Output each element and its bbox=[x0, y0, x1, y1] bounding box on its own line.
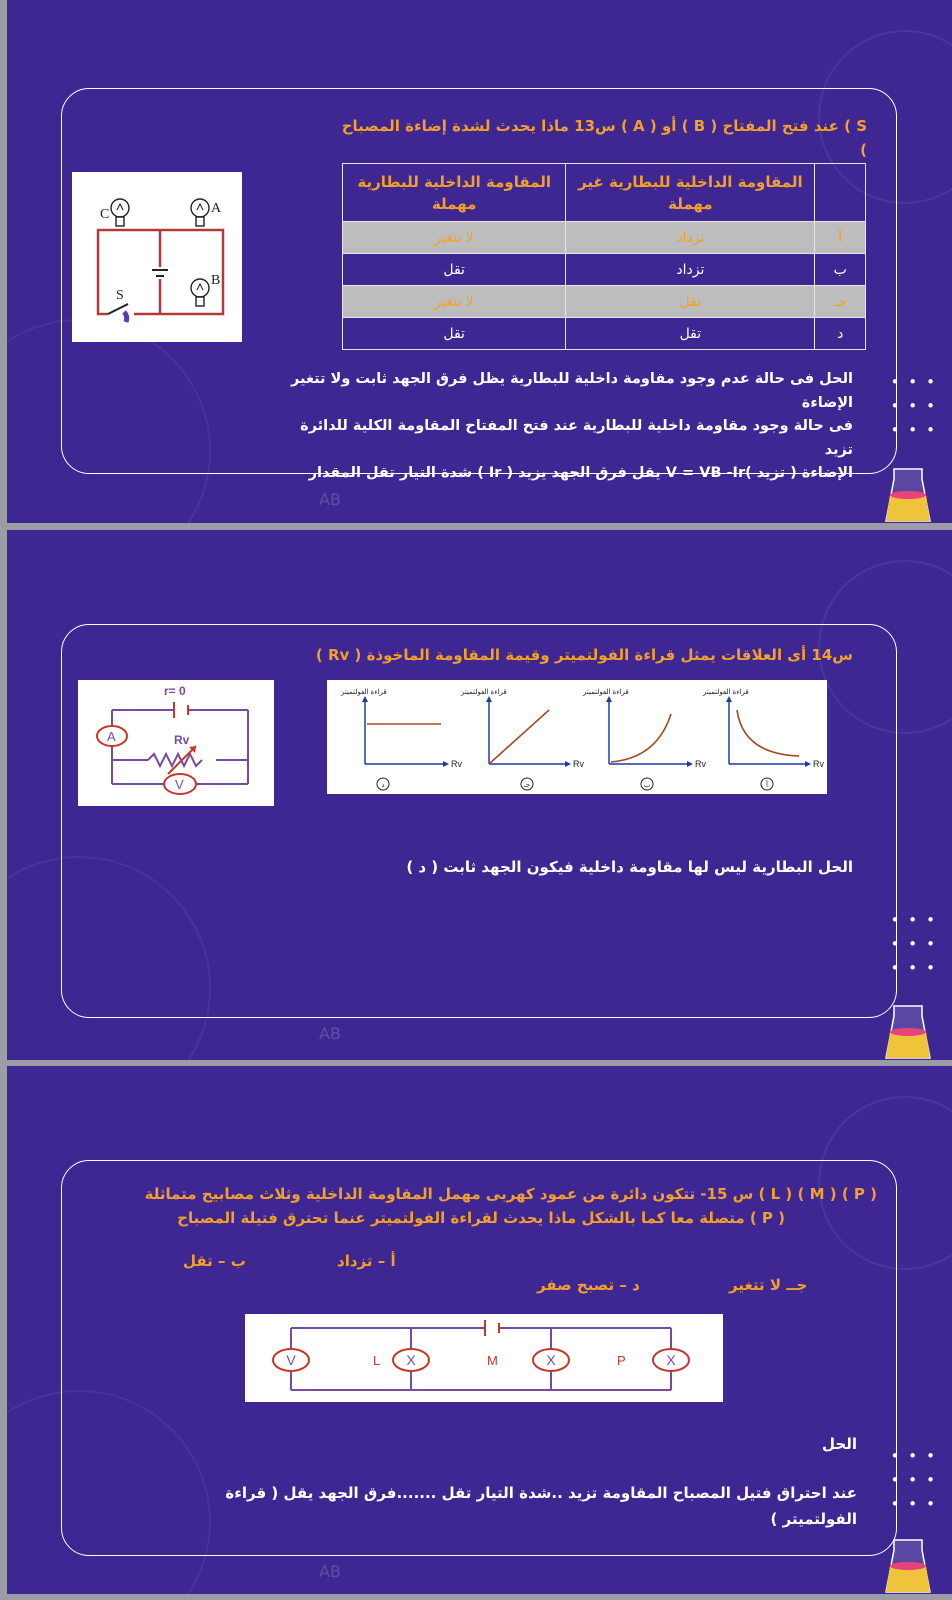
voltmeter-label: V bbox=[286, 1352, 296, 1368]
solution-title: الحل bbox=[822, 1435, 857, 1453]
question-text bbox=[307, 114, 867, 162]
table-header bbox=[343, 164, 866, 222]
table-cell: تقل bbox=[343, 318, 566, 350]
lamp-a-label: A bbox=[211, 201, 222, 216]
graph-ylabel: قراءة الفولتميتر bbox=[583, 689, 629, 696]
table-cell: أ bbox=[815, 222, 866, 254]
table-cell: تقل bbox=[566, 286, 815, 318]
lamp-m-symbol: X bbox=[546, 1352, 556, 1368]
graph-ylabel: قراءة الفولتميتر bbox=[341, 689, 387, 696]
graphs-panel bbox=[327, 680, 827, 794]
graph-b bbox=[582, 688, 706, 790]
solution-line: تزيد bbox=[824, 441, 853, 458]
internal-resistance-label: r= 0 bbox=[164, 684, 186, 698]
solution-line: عند احتراق فتيل المصباح المقاومة تزيد ..شدة التيار تقل .......فرق الجهد يقل ( قراءة bbox=[225, 1484, 857, 1502]
lamp-p-label: P bbox=[617, 1353, 626, 1368]
slide-3 bbox=[7, 1066, 952, 1594]
graph-d bbox=[340, 688, 462, 790]
table-cell: لا تتغير bbox=[343, 286, 566, 318]
option-c: جــ لا تتغير bbox=[729, 1276, 808, 1294]
solution-text: الحل البطارية ليس لها مقاومة داخلية فيكون الجهد ثابت ( د ) bbox=[406, 858, 853, 876]
graph-xlabel: Rv bbox=[451, 759, 462, 769]
table-cell: جـ bbox=[815, 286, 866, 318]
graph-tag: ب bbox=[643, 782, 651, 789]
dots-decoration: ••• ••• ••• bbox=[890, 1447, 944, 1513]
question-line: ( P ) ( M ) ( L ) س 15- تتكون دائرة من عمود كهربى مهمل المقاومة الداخلية وثلاث مصابيح متماثلة bbox=[144, 1185, 877, 1203]
slide-2 bbox=[7, 530, 952, 1060]
watermark: AB bbox=[319, 1024, 341, 1043]
graph-ylabel: قراءة الفولتميتر bbox=[703, 689, 749, 696]
solution-line: الإضاءة ( تزيد )V = VB -Ir يقل فرق الجهد يزيد ( Ir ) شدة التيار تقل المقدار bbox=[308, 465, 853, 481]
option-d: د – تصبح صفر bbox=[537, 1276, 640, 1294]
solution-line: الحل فى حالة عدم وجود مقاومة داخلية للبطارية يظل فرق الجهد ثابت ولا تتغير bbox=[291, 371, 853, 387]
dots-decoration: ••• ••• ••• bbox=[890, 373, 944, 439]
solution-text bbox=[157, 1480, 857, 1532]
table-header-cell: المقاومة الداخلية للبطارية مهملة bbox=[343, 164, 566, 222]
graph-tag: أ bbox=[766, 782, 768, 789]
lamp-p-symbol: X bbox=[666, 1352, 676, 1368]
table-cell: تقل bbox=[566, 318, 815, 350]
graph-tag: جـ bbox=[523, 782, 531, 789]
graph-xlabel: Rv bbox=[573, 759, 584, 769]
question-text: س14 أى العلاقات يمثل قراءة الفولتميتر وقيمة المقاومة الماخوذة ( Rv ) bbox=[315, 646, 853, 664]
lamp-c-label: C bbox=[100, 207, 110, 222]
answer-table bbox=[342, 163, 866, 350]
table-cell: د bbox=[815, 318, 866, 350]
solution-line: الفولتميتر ) bbox=[770, 1510, 857, 1528]
table-cell: ب bbox=[815, 254, 866, 286]
rv-label: Rv bbox=[174, 733, 190, 747]
graph-tag: د bbox=[381, 782, 385, 789]
table-row bbox=[343, 222, 866, 254]
beaker-icon bbox=[884, 1002, 932, 1060]
circuit-diagram bbox=[245, 1314, 723, 1402]
solution-text bbox=[277, 368, 853, 486]
table-row bbox=[343, 286, 866, 318]
graph-ylabel: قراءة الفولتميتر bbox=[461, 689, 507, 696]
lamp-b-label: B bbox=[211, 273, 221, 288]
question-line: ) bbox=[860, 141, 867, 159]
graph-a bbox=[702, 688, 824, 790]
option-a: أ – تزداد bbox=[337, 1252, 396, 1270]
solution-line: الإضاءة bbox=[801, 394, 853, 411]
dots-decoration: ••• ••• ••• bbox=[890, 911, 944, 977]
watermark: AB bbox=[319, 490, 341, 509]
option-b: ب – تقل bbox=[183, 1252, 246, 1270]
circuit-diagram bbox=[78, 680, 274, 806]
question-line: ( P ) متصلة معا كما بالشكل ماذا يحدث لقراءة الفولتميتر عنما تحترق فتيلة المصباح bbox=[177, 1209, 785, 1227]
circuit-diagram bbox=[72, 172, 242, 342]
solution-line: فى حالة وجود مقاومة داخلية للبطارية عند فتح المفتاح المقاومة الكلية للدائرة bbox=[300, 418, 853, 434]
table-row bbox=[343, 254, 866, 286]
lamp-m-label: M bbox=[487, 1353, 498, 1368]
ammeter-label: A bbox=[107, 729, 116, 744]
watermark: AB bbox=[319, 1562, 341, 1581]
switch-s-label: S bbox=[116, 288, 124, 303]
table-cell: تزداد bbox=[566, 254, 815, 286]
graph-xlabel: Rv bbox=[695, 759, 706, 769]
beaker-icon bbox=[884, 465, 932, 523]
table-cell: لا تتغير bbox=[343, 222, 566, 254]
question-text bbox=[127, 1182, 877, 1230]
table-cell: تقل bbox=[343, 254, 566, 286]
table-header-cell bbox=[815, 164, 866, 222]
table-header-cell: المقاومة الداخلية للبطارية غير مهملة bbox=[566, 164, 815, 222]
lamp-l-symbol: X bbox=[406, 1352, 416, 1368]
slide-1 bbox=[7, 0, 952, 523]
table-row bbox=[343, 318, 866, 350]
graph-xlabel: Rv bbox=[813, 759, 824, 769]
graph-c bbox=[460, 688, 584, 790]
lamp-l-label: L bbox=[373, 1353, 381, 1368]
question-line: S ) عند فتح المفتاح ( B ) أو ( A ) س13 ماذا يحدث لشدة إضاءة المصباح bbox=[341, 117, 867, 135]
table-cell: تزداد bbox=[566, 222, 815, 254]
voltmeter-label: V bbox=[175, 777, 184, 792]
